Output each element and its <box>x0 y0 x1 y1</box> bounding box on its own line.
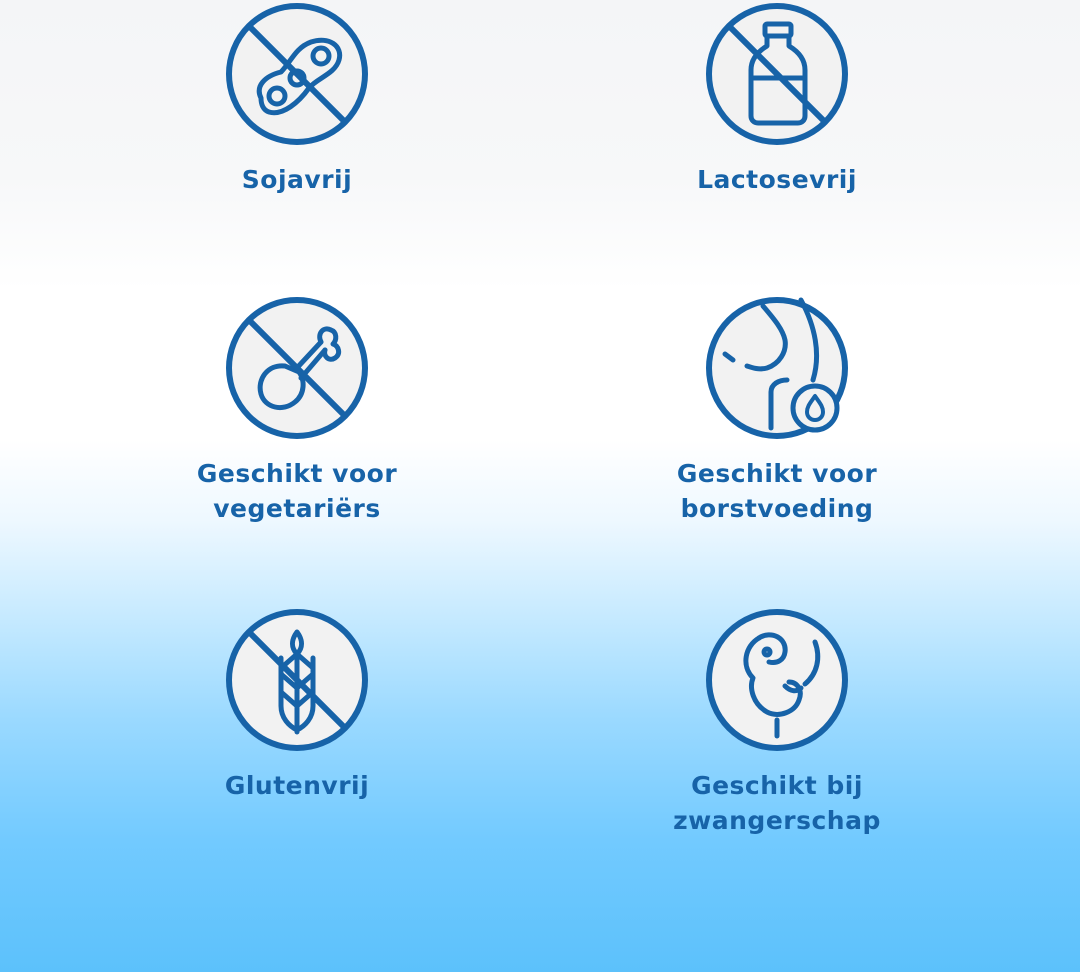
vegetarian-icon <box>225 296 369 440</box>
feature-breastfeeding <box>597 296 957 526</box>
feature-label: Geschikt voor vegetariërs <box>196 459 398 523</box>
feature-vegetarian <box>117 296 477 526</box>
gluten-free-icon <box>225 608 369 752</box>
lactose-free-icon <box>705 2 849 146</box>
pregnancy-icon <box>705 608 849 752</box>
breastfeeding-icon <box>705 296 849 440</box>
feature-label: Geschikt voor borstvoeding <box>676 459 878 523</box>
feature-pregnancy <box>597 608 957 838</box>
feature-label: Sojavrij <box>241 165 353 194</box>
feature-gluten-free <box>117 608 477 803</box>
feature-soy-free <box>117 2 477 197</box>
feature-label: Geschikt bij zwangerschap <box>673 771 881 835</box>
feature-label: Glutenvrij <box>224 771 370 800</box>
feature-lactose-free <box>597 2 957 197</box>
soy-free-icon <box>225 2 369 146</box>
feature-label: Lactosevrij <box>697 165 857 194</box>
